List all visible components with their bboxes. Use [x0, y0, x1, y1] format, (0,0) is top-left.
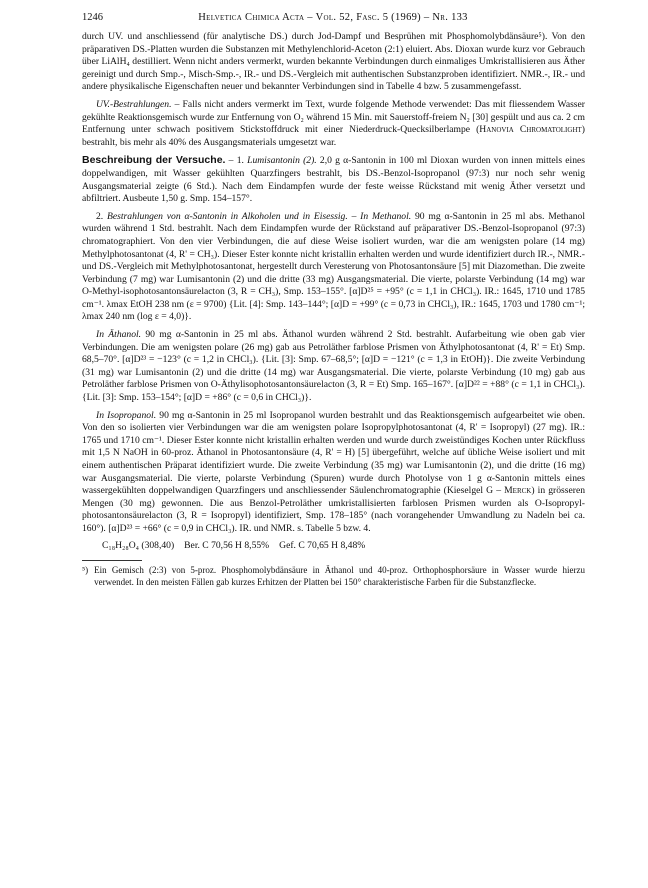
elemental-analysis [102, 540, 585, 553]
ethanol-text: 90 mg α-Santonin in 25 ml abs. Äthanol wurden während 2 Std. bestrahlt. Aufarbeitung wie oben gab vier Verbindungen. Die am wenigsten polare (26 mg) gab aus Petroläther farblose Prismen von Äthylphotosantonat (4, R' = Et) Smp. 68,5–70°. [α]D²³ = −123° (c = 1,2 in CHCl₃). {Lit. [3]: Smp. 67–68,5°; [α]D = −121° (c = 1,3 in EtOH)}. Die zweite Verbindung (31 mg) war Lumisantonin (2) und die dritte (14 mg) war Ausgangsmaterial. Die vierte, polarste Verbindung (10 mg) gab aus Petroläther farblose Prismen von O-Äthylisophotosantonsäurelacton (3, R = Et) Smp. 165–167°. [α]D²² = +88° (c = 1,1 in CHCl₃). {Lit. [3]: Smp. 153–154°; [α]D = +86° (c = 0,6 in CHCl₃)}. [82, 329, 585, 404]
exp-lumisantonin: Lumisantonin (2). [247, 155, 317, 167]
isopropanol-text: 90 mg α-Santonin in 25 ml Isopropanol wurden bestrahlt und das Reaktionsgemisch aufgearbeitet wie oben. Von den so isolierten vier Verbindungen war die am wenigsten polare Isopropylphotosantonat (4, R' = Isopropyl) (27 mg). IR.: 1765 und 1710 cm⁻¹. Dieser Ester konnte nicht kristallin erhalten werden und wurde durch zweistündiges Kochen unter Rückfluss mit 1,5 N NaOH in 60-proz. Äthanol in Photosantonsäure (4, R' = H) [5] übergeführt, welche auf übliche Weise isoliert und mit einem authentischen Präparat identifiziert wurde. Die zweite Verbindung (35 mg) war Lumisantonin (2), und die dritte (16 mg) war Ausgangsmaterial. Die vierte, polarste Verbindung (Spuren) wurde durch Photolyse von 1 g α-Santonin mittels eines wassergekühlten doppelwandigen Quarzfingers und anschliessender Säulenchromatographie (Kieselgel G – [82, 409, 586, 497]
paragraph-isopropanol [82, 410, 585, 536]
exp-number: – 1. [225, 155, 248, 167]
isopropanol-heading: In Isopropanol. [96, 409, 157, 421]
section-title: Beschreibung der Versuche. [82, 154, 226, 167]
analysis-calculated: Ber. C 70,56 H 8,55% [184, 539, 270, 551]
analysis-found: Gef. C 70,65 H 8,48% [279, 539, 366, 551]
page-number: 1246 [82, 12, 103, 23]
methanol-heading: Bestrahlungen von α-Santonin in Alkoholen und in Eisessig. – In Methanol. [107, 210, 412, 222]
footnote-text: Ein Gemisch (2:3) von 5-proz. Phosphomolybdänsäure in Äthanol und 40-proz. Orthophosphorsäure in Wasser wurde hierzu verwendet. In den meisten Fällen gab kurzes Erhitzen der Platten bei 150° charakteristische Farben für die Substanzflecke. [94, 565, 585, 587]
uv-text-end: ) bestrahlt, bis mehr als 40% des Ausgangsmaterials umgesetzt war. [82, 124, 585, 148]
footnote-divider [82, 560, 142, 561]
analysis-formula: C₁₈H₂₈O₄ (308,40) [102, 539, 175, 551]
exp-text: 2,0 g α-Santonin in 100 ml Dioxan wurden von innen mittels eines doppelwandigen, mit Wasser gekühlten Quarzfingers bestrahlt, bis DS.-Benzol-Isopropanol (97:3) nur noch sehr wenig Ausgangsmaterial zeigte (6 Std.). Nach dem Eindampfen wurde der feste weisse Rückstand mit wenig Äther versetzt und abfiltriert. Ausbeute 1,50 g. Smp. 154–157°. [82, 155, 585, 205]
isopropanol-text-end: ) in grösseren Mengen (30 mg) gewonnen. Die aus Benzol-Petroläther umkristallisierten farblosen Prismen wurden als O-Isopropyl-photosantonsäurelacton (3, R = Isopropyl) identifiziert, Smp. 178–185° (nach vorangehender Umwandlung zu Nadeln bei ca. 160°). [α]D²³ = +66° (c = 0,9 in CHCl₃). IR. und NMR. s. Tabelle 5 bzw. 4. [82, 485, 585, 534]
footnote-mark: ⁵) [82, 565, 89, 576]
methanol-number: 2. [96, 210, 108, 222]
footnote [82, 565, 585, 588]
paragraph-uv-irradiation [82, 99, 585, 149]
paragraph-ethanol [82, 329, 585, 405]
running-header [82, 12, 585, 23]
paragraph-methods: durch UV. und anschliessend (für analytische DS.) durch Jod-Dampf und Besprühen mit Phosphomolybdänsäure⁵). Von den präparativen DS.-Platten wurden die Substanzen mit Methylenchlorid-Aceton (2:1) eluiert. Abs. Dioxan wurde kurz vor Gebrauch über LiAlH₄ destilliert. Wenn nicht anders vermerkt, wurden bekannte Verbindungen durch einmaliges Umkristallisieren aus Äther gereinigt und durch Smp.-, Misch-Smp.-, IR.- und DS.-Vergleich mit authentischen Substanzproben identifiziert. NMR.-, IR.- und andere physikalische Eigenschaften neuer und bekannter Verbindungen sind in Tabelle 4 bzw. 5 zusammengefasst. [82, 31, 585, 93]
uv-text: – Falls nicht anders vermerkt im Text, wurde folgende Methode verwendet: Das mit fliessendem Wasser gekühlte Reaktionsgemisch wurde zur Entfernung von O₂ während 15 Min. mit Sauerstoff-freiem N₂ [30] gespült und aus ca. 2 cm Entfernung unter schwach positivem Stickstoffdruck mit einer Niederdruck-Quecksilberlampe ( [82, 98, 585, 136]
running-title: Helvetica Chimica Acta – Vol. 52, Fasc. 5 (1969) – Nr. 133 [198, 12, 468, 23]
methanol-text: 90 mg α-Santonin in 25 ml abs. Methanol wurden während 1 Std. bestrahlt. Nach dem Eindampfen wurde der Rückstand auf präparativer DS.-Benzol-Isopropanol (97:3) chromatographiert. Von den vier Verbindungen, die auf diese Weise isoliert wurden, war die am wenigsten polare (14 mg) Methylphotosantonat (4, R' = CH₃). Dieser Ester konnte nicht kristallin erhalten werden und wurde identifiziert durch IR.-, NMR.- und DS.-Vergleich mit Methylphotosantonat, hergestellt durch Veresterung von Photosantonsäure [5] mit Diazomethan. Die zweite Verbindung (7 mg) war Lumisantonin (2) und die dritte (33 mg) Ausgangsmaterial. Die vierte, polarste Verbindung (14 mg) war O-Methyl-isophotosantonsäurelacton (3, R = CH₃), Smp. 153–155°. [α]D²⁵ = +95° (c = 1,1 in CHCl₃). IR.: 1645, 1710 und 1785 cm⁻¹. λmax EtOH 238 nm (ε = 9700) {Lit. [4]: Smp. 143–144°; [α]D = +99° (c = 0,73 in CHCl₃), IR.: 1645, 1703 und 1780 cm⁻¹; λmax 240 nm (log ε = 4,0)}. [82, 210, 585, 323]
uv-heading: UV.-Bestrahlungen. [96, 98, 172, 110]
ethanol-heading: In Äthanol. [96, 329, 142, 341]
merck-name: Merck [504, 485, 532, 497]
paragraph-methanol [82, 211, 585, 324]
document-page [82, 12, 585, 588]
paragraph-experiments [82, 154, 585, 205]
lamp-name: Hanovia Chromatolight [479, 124, 582, 136]
